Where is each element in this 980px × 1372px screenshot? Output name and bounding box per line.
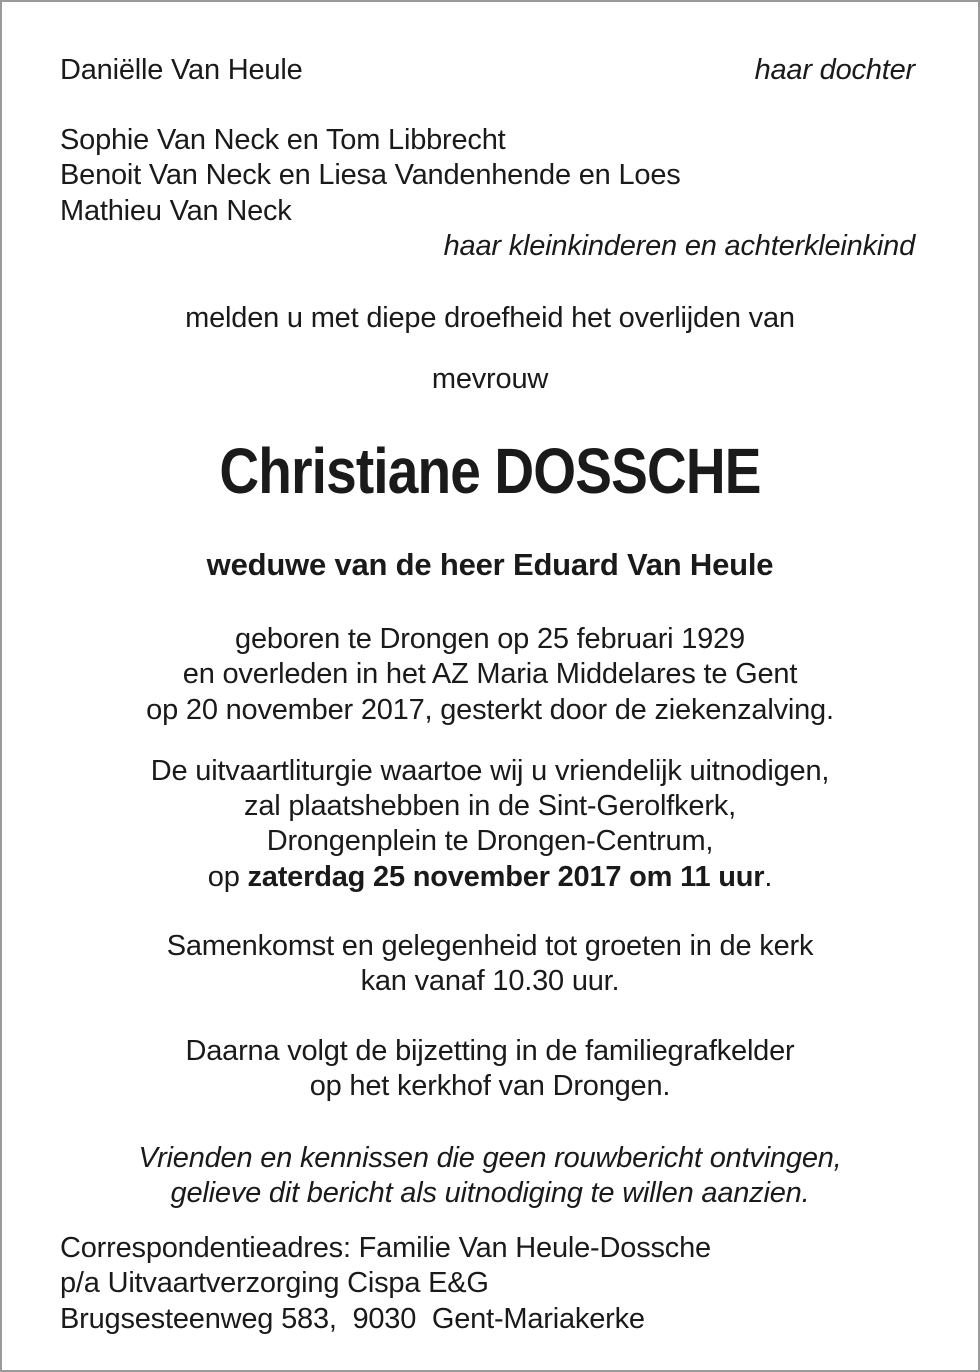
grandchild-line: Mathieu Van Neck — [60, 195, 292, 227]
notice-line: gelieve dit bericht als uitnodiging te willen aanzien. — [170, 1177, 810, 1209]
daughter-name: Daniëlle Van Heule — [60, 54, 303, 86]
grandchild-line: Sophie Van Neck en Tom Libbrecht — [60, 124, 506, 156]
birth-death-line: op 20 november 2017, gesterkt door de ziekenzalving. — [146, 694, 834, 726]
birth-death-line: en overleden in het AZ Maria Middelares te Gent — [182, 658, 798, 690]
birth-death-line: geboren te Drongen op 25 februari 1929 — [235, 623, 745, 655]
widow-of: weduwe van de heer Eduard Van Heule — [206, 547, 774, 582]
burial-line: Daarna volgt de bijzetting in de familiegrafkelder — [185, 1035, 795, 1067]
burial-line: op het kerkhof van Drongen. — [309, 1070, 671, 1102]
correspondence-line: Brugsesteenweg 583, 9030 Gent-Mariakerke — [60, 1303, 645, 1335]
grandchild-line: Benoit Van Neck en Liesa Vandenhende en Loes — [60, 159, 681, 191]
funeral-line: Drongenplein te Drongen-Centrum, — [266, 825, 714, 857]
funeral-date — [0, 860, 980, 895]
funeral-date-bold: zaterdag 25 november 2017 om 11 uur — [247, 861, 765, 893]
deceased-name: Christiane DOSSCHE — [219, 435, 761, 507]
funeral-date-prefix: op — [207, 861, 248, 893]
notice-line: Vrienden en kennissen die geen rouwbericht ontvingen, — [138, 1142, 842, 1174]
gathering-line: kan vanaf 10.30 uur. — [360, 965, 620, 997]
gathering-line: Samenkomst en gelegenheid tot groeten in de kerk — [166, 930, 814, 962]
funeral-date-suffix: . — [764, 861, 773, 893]
correspondence-line: Correspondentieadres: Familie Van Heule-Dossche — [60, 1232, 711, 1264]
funeral-line: zal plaatshebben in de Sint-Gerolfkerk, — [244, 790, 736, 822]
daughter-role: haar dochter — [754, 54, 915, 86]
salutation: mevrouw — [431, 363, 549, 395]
announcement-text: melden u met diepe droefheid het overlijden van — [185, 302, 795, 334]
correspondence-line: p/a Uitvaartverzorging Cispa E&G — [60, 1267, 489, 1299]
funeral-line: De uitvaartliturgie waartoe wij u vriendelijk uitnodigen, — [150, 755, 830, 787]
grandchildren-role: haar kleinkinderen en achterkleinkind — [443, 230, 915, 262]
